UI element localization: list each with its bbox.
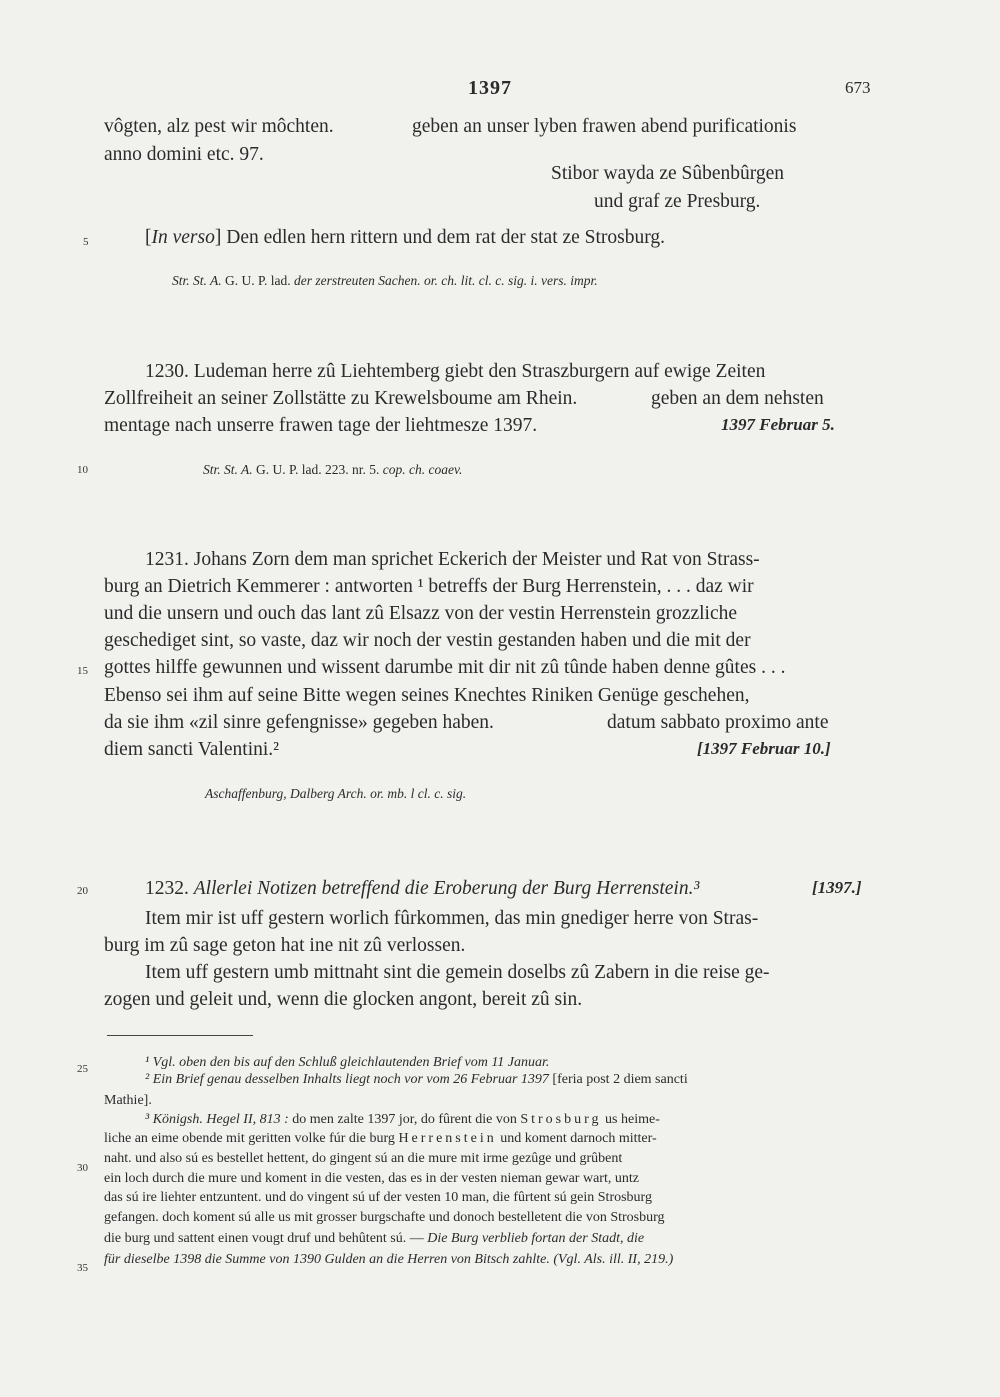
entry-text-line: Item mir ist uff gestern worlich fûrkommen, das min gnediger herre von Stras-	[145, 908, 759, 929]
entry-text-line: datum sabbato proximo ante	[607, 712, 829, 733]
entry-date: 1397 Februar 5.	[721, 415, 835, 434]
entry-text-line: geschediget sint, so vaste, daz wir noch der vestin gestanden haben und die mit der	[104, 630, 751, 651]
line-number: 5	[83, 236, 89, 248]
running-header-year: 1397	[468, 77, 512, 99]
footnote-3-line: liche an eime obende mit geritten volke fúr die burg Herrenstein und koment darnoch mitter-	[104, 1131, 657, 1146]
entry-text-line: 1231. Johans Zorn dem man sprichet Eckerich der Meister und Rat von Strass-	[145, 549, 760, 570]
entry-text-line: 1230. Ludeman herre zû Liehtemberg giebt den Straszburgern auf ewige Zeiten	[145, 361, 766, 382]
signature-line: Stibor wayda ze Sûbenbûrgen	[551, 163, 785, 184]
footnote-3: ³ Königsh. Hegel II, 813 : do men zalte 1397 jor, do fûrent die von Strosburg us heime-	[145, 1112, 660, 1127]
entry-text-line: zogen und geleit und, wenn die glocken angont, bereit zû sin.	[104, 989, 583, 1010]
footnote-3-line: das sú ire liehter entzuntent. und do vingent sú uf der vesten 10 man, die fûrtent sú gein Strosburg	[104, 1190, 652, 1205]
line-number: 35	[77, 1262, 88, 1274]
entry-text-line: burg im zû sage geton hat ine nit zû verlossen.	[104, 935, 466, 956]
footnote-3-line: für dieselbe 1398 die Summe von 1390 Gulden an die Herren von Bitsch zahlte. (Vgl. Als. ill. II, 219.)	[104, 1252, 674, 1267]
entry-text-line: Item uff gestern umb mittnaht sint die gemein doselbs zû Zabern in die reise ge-	[145, 962, 770, 983]
entry-date: [1397.]	[812, 878, 862, 897]
source-note: Aschaffenburg, Dalberg Arch. or. mb. l cl. c. sig.	[205, 786, 467, 801]
entry-date: [1397 Februar 10.]	[697, 739, 831, 758]
footnote-rule	[107, 1035, 253, 1036]
entry-number: 1232.	[145, 878, 189, 899]
entry-number: 1230.	[145, 361, 189, 382]
line-number: 25	[77, 1063, 88, 1075]
source-shelfmark: G. U. P. lad.	[225, 273, 291, 288]
entry-text-line: da sie ihm «zil sinre gefengnisse» gegeben haben.	[104, 712, 494, 733]
footnote-1: ¹ Vgl. oben den bis auf den Schluß gleichlautenden Brief vom 11 Januar.	[145, 1055, 550, 1070]
source-note	[172, 274, 598, 288]
text-line: anno domini etc. 97.	[104, 144, 264, 165]
footnote-3-line: die burg und sattent einen vougt druf und behûtent sú. — Die Burg verblieb fortan der Stadt, die	[104, 1231, 645, 1246]
entry-text-line: Ebenso sei ihm auf seine Bitte wegen seines Knechtes Riniken Genüge geschehen,	[104, 685, 750, 706]
source-description: der zerstreuten Sachen. or. ch. lit. cl. c. sig. i. vers. impr.	[294, 273, 598, 288]
entry-heading	[145, 879, 699, 899]
footnote-3-line: ein loch durch die mure und koment in die vesten, das es in der vesten nieman gewar wart, untz	[104, 1171, 639, 1186]
line-number: 15	[77, 665, 88, 677]
text-line: geben an unser lyben frawen abend purificationis	[412, 116, 797, 137]
verso-line: [In verso] Den edlen hern rittern und dem rat der stat ze Strosburg.	[145, 227, 666, 248]
entry-text-line: Zollfreiheit an seiner Zollstätte zu Krewelsboume am Rhein.	[104, 388, 578, 409]
text-line: vôgten, alz pest wir môchten.	[104, 116, 334, 137]
entry-text-line: gottes hilffe gewunnen und wissent darumbe mit dir nit zû tûnde haben denne gûtes . . .	[104, 657, 786, 678]
entry-text-line: burg an Dietrich Kemmerer : antworten ¹ betreffs der Burg Herrenstein, . . . daz wir	[104, 576, 754, 597]
footnote-2-cont: Mathie].	[104, 1093, 152, 1108]
line-number: 20	[77, 885, 88, 897]
entry-text-line: mentage nach unserre frawen tage der liehtmesze 1397.	[104, 415, 538, 436]
source-note: Str. St. A. G. U. P. lad. 223. nr. 5. cop. ch. coaev.	[203, 462, 463, 477]
verso-text: Den edlen hern rittern und dem rat der stat ze Strosburg.	[226, 227, 666, 248]
footnote-2: ² Ein Brief genau desselben Inhalts liegt noch vor vom 26 Februar 1397 [feria post 2 diem sancti	[145, 1072, 688, 1087]
source-archive: Str. St. A.	[172, 273, 222, 288]
entry-title: Allerlei Notizen betreffend die Eroberung der Burg Herrenstein.³	[193, 878, 700, 899]
entry-text-line: diem sancti Valentini.²	[104, 739, 279, 760]
line-number: 10	[77, 464, 88, 476]
entry-text-line: und die unsern und ouch das lant zû Elsazz von der vestin Herrenstein grozzliche	[104, 603, 737, 624]
verso-label: In verso	[151, 227, 215, 248]
entry-text-line: geben an dem nehsten	[651, 388, 824, 409]
entry-number: 1231.	[145, 549, 189, 570]
page-number: 673	[845, 78, 871, 97]
footnote-3-line: gefangen. doch koment sú alle us mit grosser burgschafte und donoch bestelletent die von Strosburg	[104, 1210, 665, 1225]
footnote-3-line: naht. und also sú es bestellet hettent, do gingent sú an die mure mit irme gezûge und grûbent	[104, 1151, 623, 1166]
line-number: 30	[77, 1162, 88, 1174]
signature-line: und graf ze Presburg.	[594, 191, 761, 212]
